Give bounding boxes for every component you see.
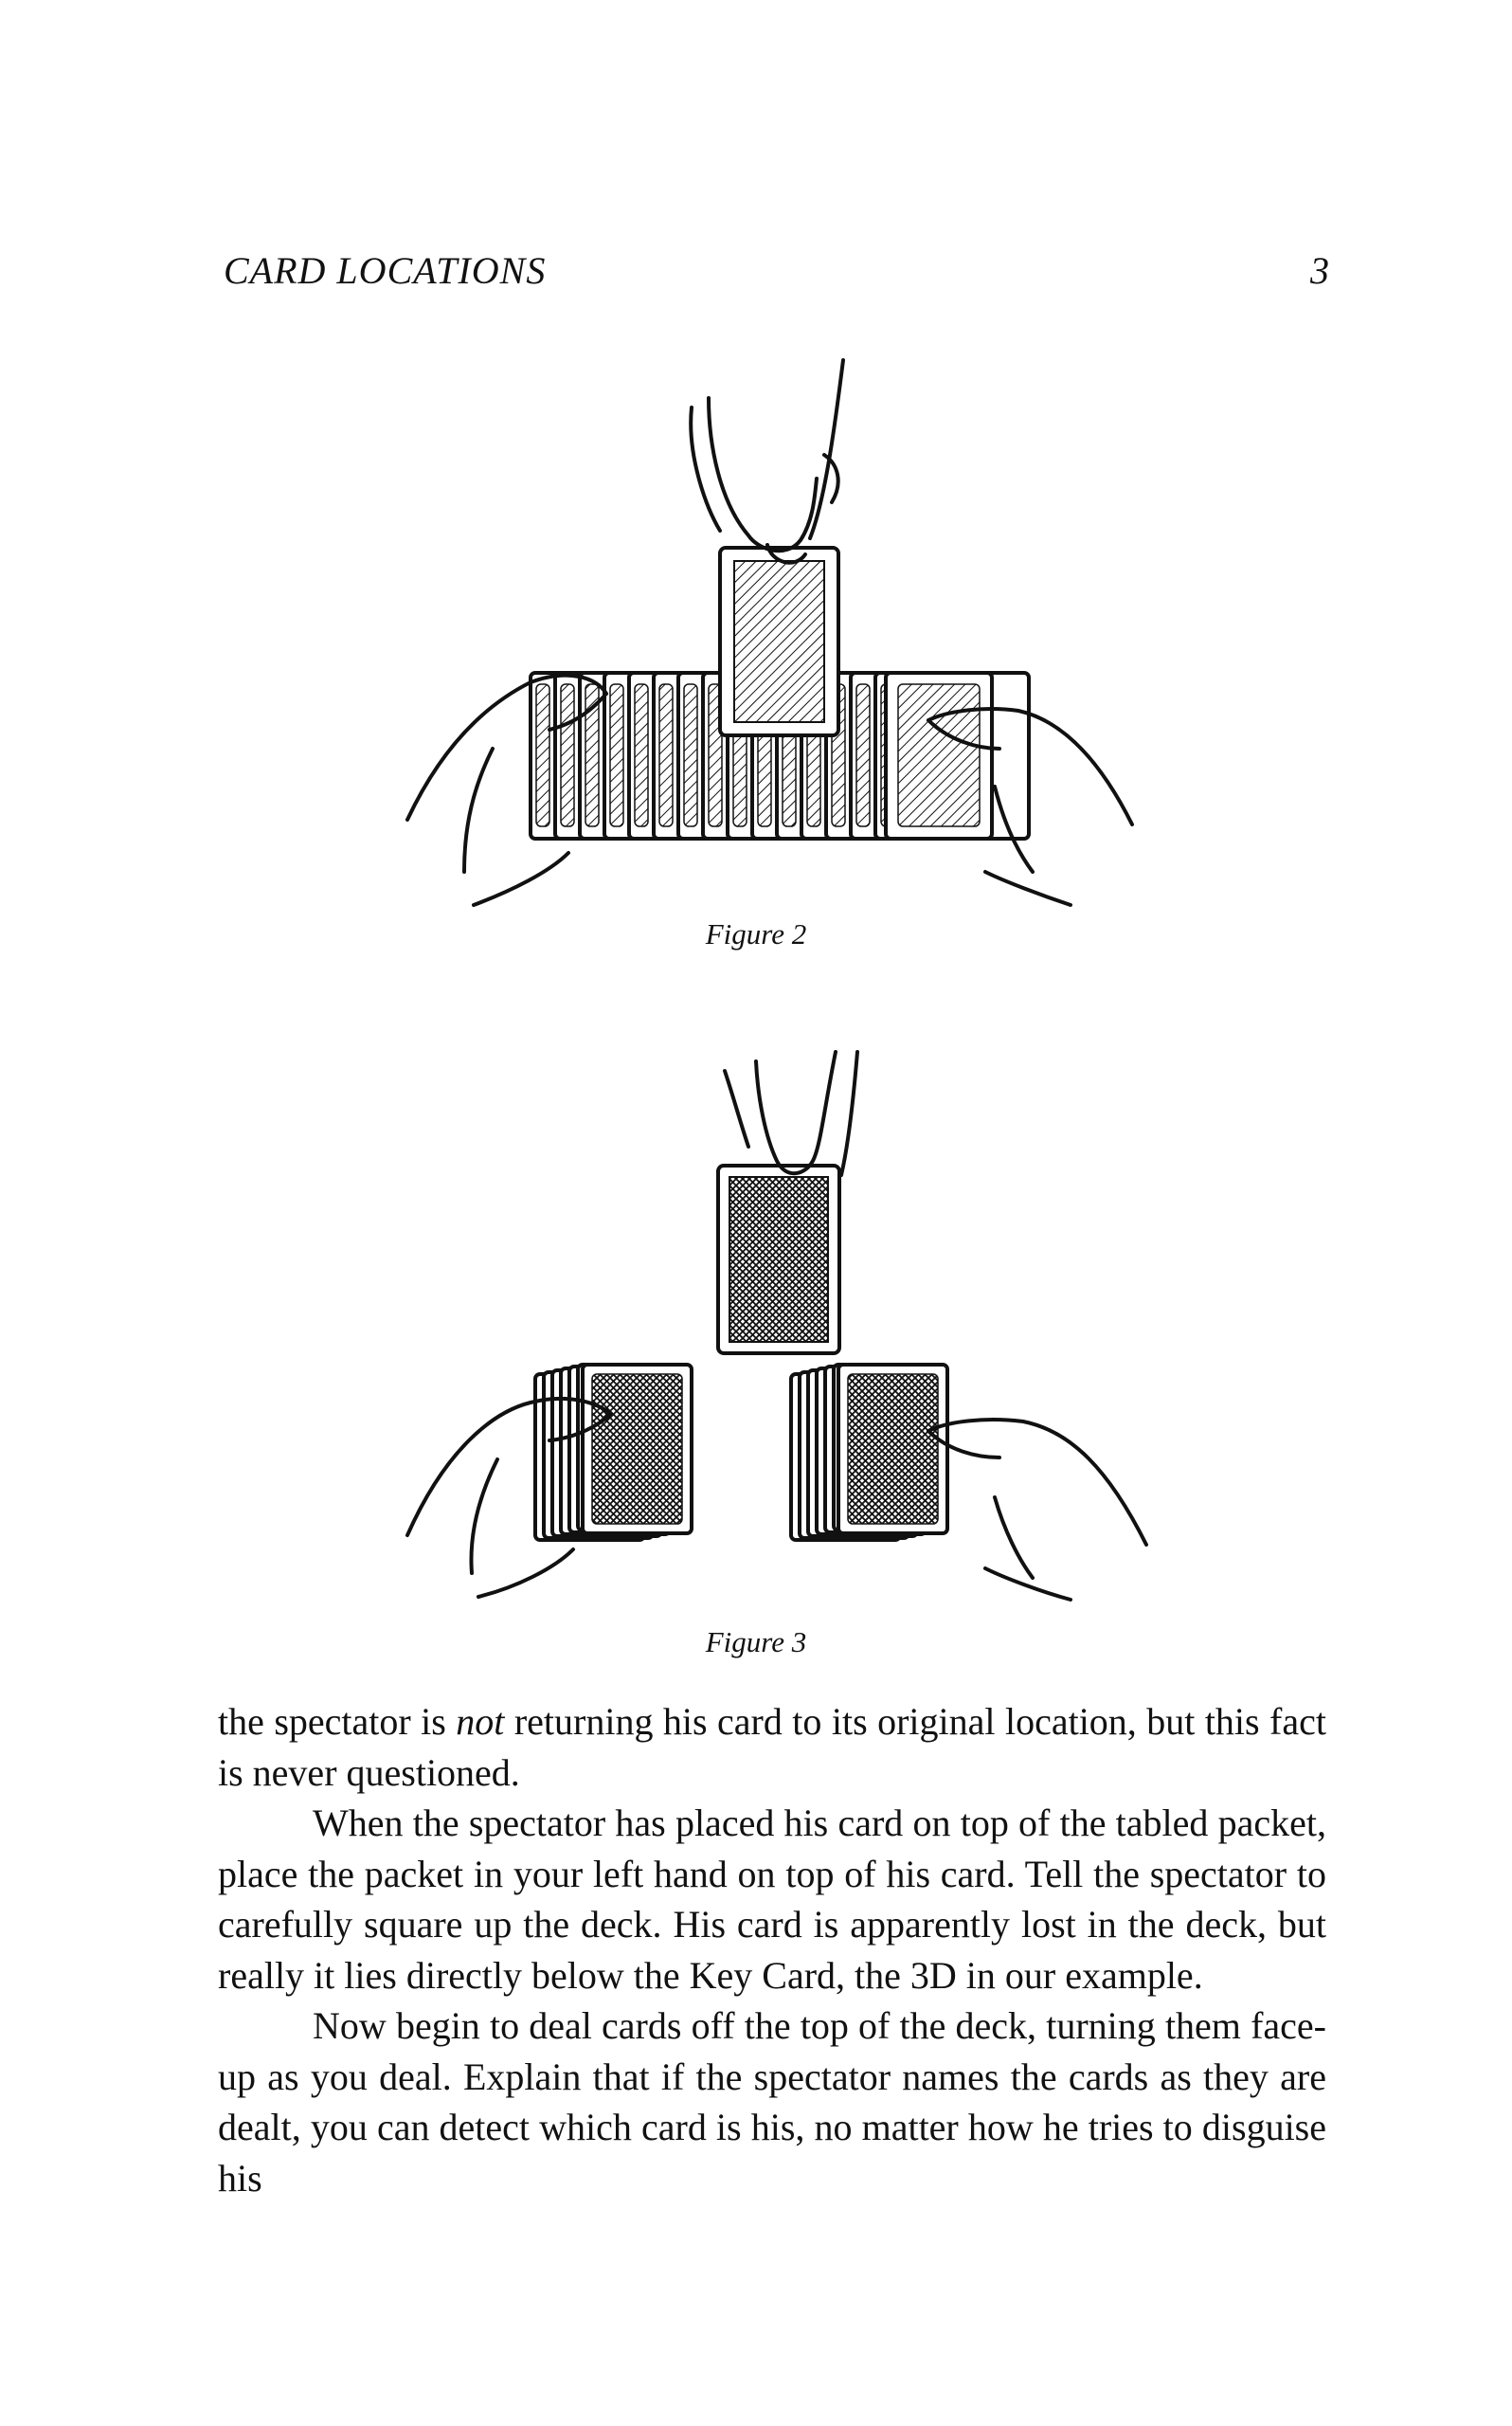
paragraph-1: the spectator is not returning his card to its original location, but this fact is never questioned. [218, 1700, 1326, 1794]
paragraph-2: When the spectator has placed his card on top of the tabled packet, place the packet in your left hand on top of his card. Tell the spectator to carefully square up the deck. His card is apparently lost in the deck, but really it lies directly below the Key Card, the 3D in our example. [218, 1801, 1326, 1997]
figure-3-caption: Figure 3 [705, 1625, 807, 1658]
left-packet [535, 1365, 692, 1540]
figure-2-illustration [0, 341, 1512, 910]
figure-3-illustration [0, 1033, 1512, 1602]
running-head-title: CARD LOCATIONS [224, 249, 547, 292]
page-number: 3 [1310, 249, 1330, 292]
figure-2-caption: Figure 2 [705, 917, 807, 950]
emphasis: not [456, 1700, 505, 1743]
pulled-card [720, 548, 838, 735]
pulled-card [718, 1166, 839, 1353]
right-hand [928, 1420, 1146, 1600]
top-hand [691, 360, 843, 563]
running-head [224, 248, 1330, 296]
top-hand [725, 1052, 857, 1175]
paragraph-3: Now begin to deal cards off the top of the deck, turning them face-up as you deal. Explain that if the spectator names the cards as they are dealt, you can detect which card is his, no matter how he tries to disguise his [218, 2004, 1326, 2200]
right-packet [791, 1365, 947, 1540]
body-text [218, 1696, 1326, 2203]
